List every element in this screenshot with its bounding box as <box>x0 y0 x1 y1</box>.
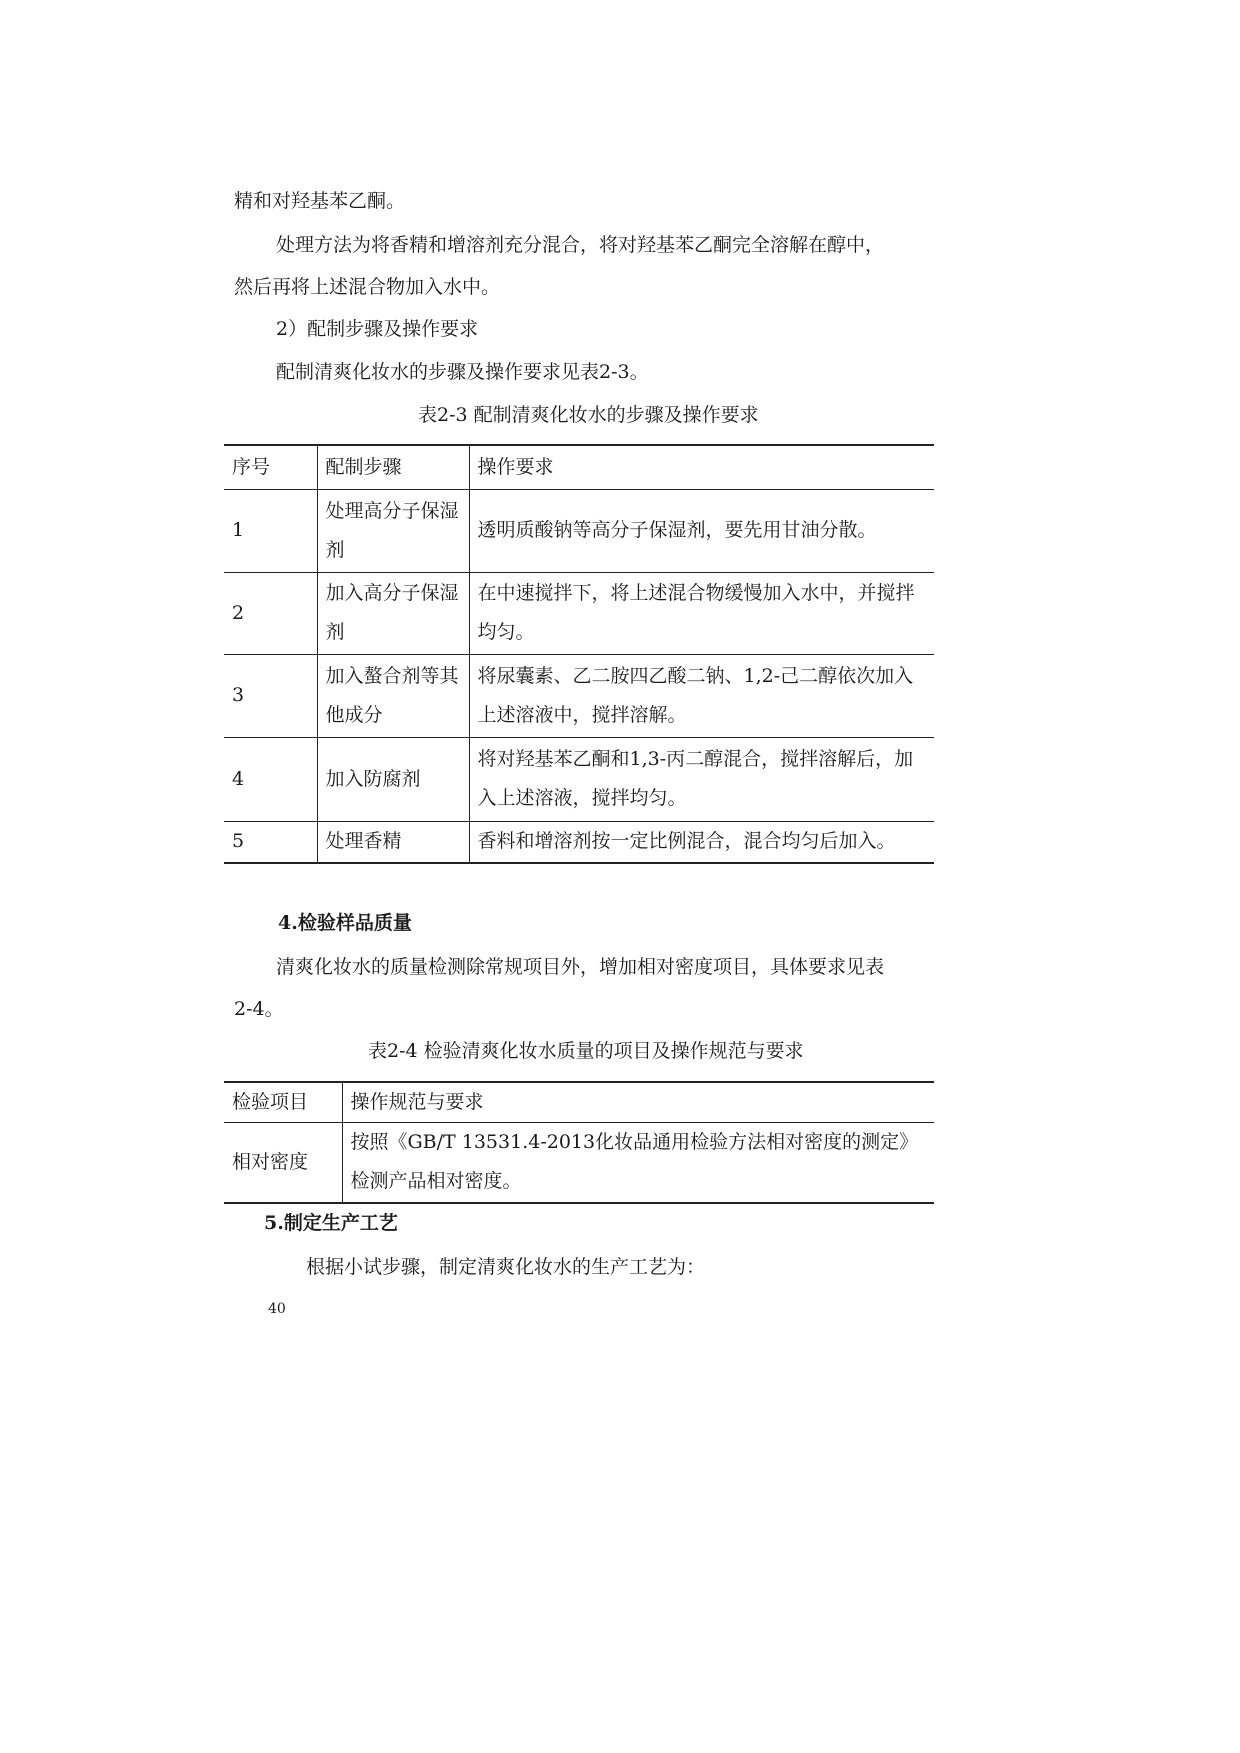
row-requirement: 将尿囊素、乙二胺四乙酸二钠、1,2-己二醇依次加入上述溶液中，搅拌溶解。 <box>477 664 914 726</box>
row-requirement: 透明质酸钠等高分子保湿剂，要先用甘油分散。 <box>477 519 877 541</box>
section-heading-production-process: 5.制定生产工艺 <box>264 1212 398 1234</box>
table-2-4 <box>224 1081 934 1204</box>
header-cell: 序号 <box>224 445 317 489</box>
row-number: 1 <box>224 489 317 572</box>
table-row <box>224 489 934 572</box>
row-step: 加入高分子保湿剂 <box>317 572 469 654</box>
row-number: 5 <box>224 821 317 863</box>
table-header-row <box>224 1082 934 1123</box>
row-number: 2 <box>224 572 317 654</box>
row-step: 加入防腐剂 <box>317 737 469 821</box>
paragraph-continuation: 精和对羟基苯乙酮。 <box>234 190 406 212</box>
section-heading-inspect-quality: 4.检验样品质量 <box>278 912 412 934</box>
header-cell: 操作规范与要求 <box>350 1091 484 1113</box>
row-step: 处理香精 <box>317 821 469 863</box>
row-number: 3 <box>224 654 317 737</box>
row-requirement: 将对羟基苯乙酮和1,3-丙二醇混合，搅拌溶解后，加入上述溶液，搅拌均匀。 <box>477 748 914 809</box>
row-requirement: 按照《GB/T 13531.4-2013化妆品通用检验方法相对密度的测定》检测产品相对密度。 <box>350 1131 919 1193</box>
table-2-4-caption: 表2-4 检验清爽化妆水质量的项目及操作规范与要求 <box>368 1040 804 1062</box>
paragraph-processing-method-cont: 然后再将上述混合物加入水中。 <box>234 276 501 298</box>
paragraph-quality-test: 清爽化妆水的质量检测除常规项目外，增加相对密度项目，具体要求见表 <box>276 956 885 978</box>
table-row <box>224 737 934 821</box>
header-cell: 操作要求 <box>477 455 554 478</box>
subsection-heading-steps: 2）配制步骤及操作要求 <box>276 318 479 340</box>
table-row <box>224 654 934 737</box>
row-item: 相对密度 <box>224 1123 342 1203</box>
paragraph-quality-test-cont: 2-4。 <box>234 998 284 1020</box>
table-2-3-caption: 表2-3 配制清爽化妆水的步骤及操作要求 <box>418 404 759 426</box>
row-requirement: 香料和增溶剂按一定比例混合，混合均匀后加入。 <box>477 830 896 853</box>
table-row <box>224 1123 934 1203</box>
table-row <box>224 821 934 863</box>
row-step: 处理高分子保湿剂 <box>317 489 469 572</box>
table-2-3 <box>224 444 934 864</box>
paragraph-processing-method: 处理方法为将香精和增溶剂充分混合，将对羟基苯乙酮完全溶解在醇中， <box>276 234 885 256</box>
page-number: 40 <box>268 1301 286 1317</box>
header-cell: 配制步骤 <box>317 445 469 489</box>
row-requirement: 在中速搅拌下，将上述混合物缓慢加入水中，并搅拌均匀。 <box>477 582 915 643</box>
row-number: 4 <box>224 737 317 821</box>
paragraph-steps-intro: 配制清爽化妆水的步骤及操作要求见表2-3。 <box>276 361 649 383</box>
header-cell: 检验项目 <box>224 1082 342 1123</box>
paragraph-production-process: 根据小试步骤，制定清爽化妆水的生产工艺为： <box>306 1256 706 1278</box>
row-step: 加入螯合剂等其他成分 <box>317 654 469 737</box>
table-row <box>224 572 934 654</box>
table-header-row <box>224 445 934 489</box>
